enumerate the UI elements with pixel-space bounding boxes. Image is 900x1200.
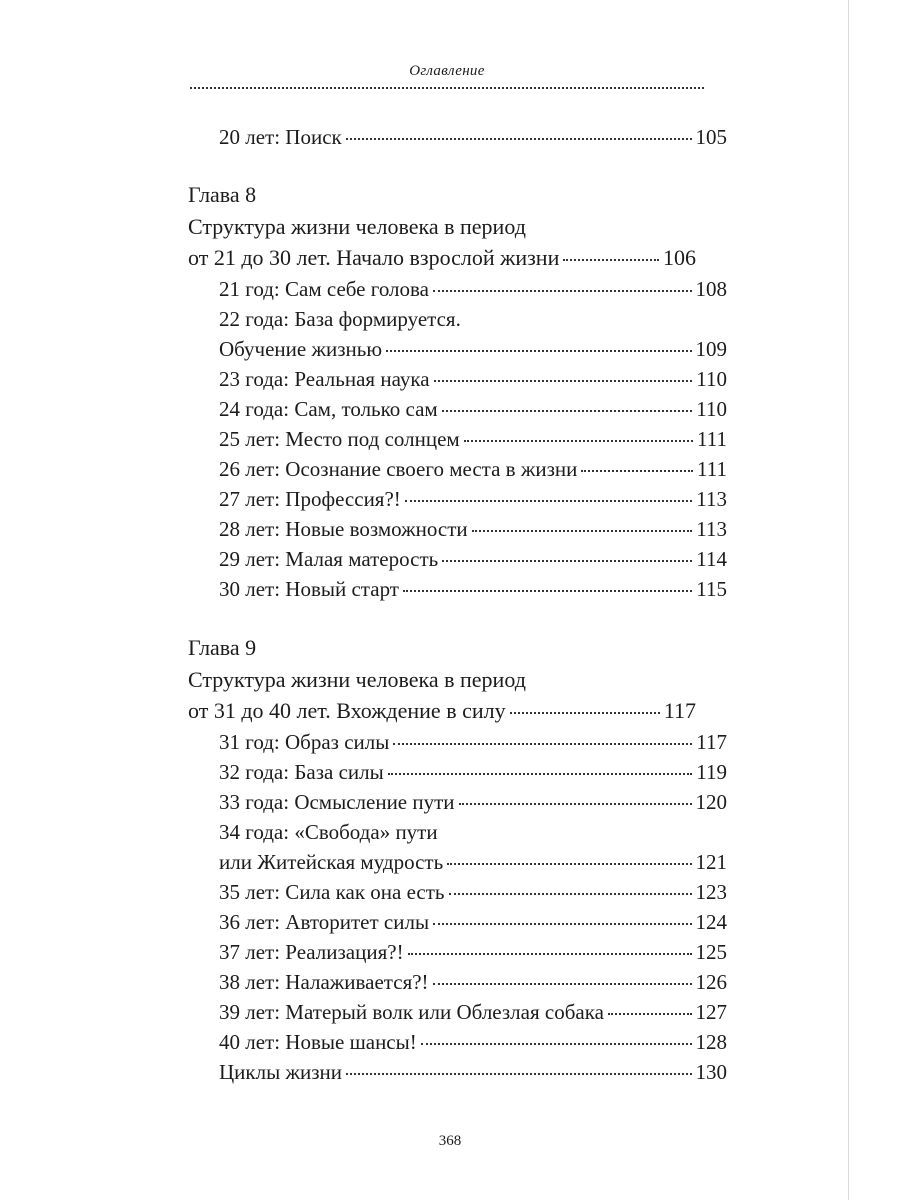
toc-chapter-entry[interactable] — [188, 696, 696, 726]
toc-entry-page: 110 — [696, 397, 727, 421]
toc-entry-title: 32 года: База силы — [219, 760, 384, 784]
page-number: 368 — [438, 1133, 462, 1149]
toc-entry[interactable] — [188, 454, 727, 484]
header-dotted-rule — [190, 87, 704, 89]
toc-entry-page: 128 — [695, 1030, 727, 1054]
toc-entry[interactable] — [188, 424, 727, 454]
toc-entry-title: или Житейская мудрость — [219, 850, 444, 874]
toc-entry-page: 117 — [696, 730, 727, 754]
toc-entry-title: 29 лет: Малая матерость — [219, 547, 439, 571]
dot-leader — [434, 380, 693, 382]
toc-entry-page: 126 — [695, 970, 727, 994]
toc-chapter-entry[interactable] — [188, 243, 696, 273]
dot-leader — [403, 590, 692, 592]
toc-entry-title: от 21 до 30 лет. Начало взрослой жизни — [188, 245, 560, 270]
dot-leader — [386, 350, 691, 352]
toc-entry-page: 114 — [696, 547, 727, 571]
dot-leader — [388, 773, 693, 775]
toc-entry-page: 130 — [695, 1060, 727, 1084]
dot-leader — [459, 803, 692, 805]
toc-entry-page: 125 — [695, 940, 727, 964]
toc-entry-title-line: 22 года: База формируется. — [219, 307, 461, 331]
toc-entry-title: 20 лет: Поиск — [219, 125, 342, 149]
toc-entry-title: 33 года: Осмысление пути — [219, 790, 455, 814]
toc-entry-title: 30 лет: Новый старт — [219, 577, 399, 601]
toc-entry-title: 27 лет: Профессия?! — [219, 487, 401, 511]
dot-leader — [442, 410, 693, 412]
toc-entry[interactable] — [188, 334, 727, 364]
chapter-subtitle: Структура жизни человека в период — [188, 667, 526, 692]
toc-entry-page: 120 — [695, 790, 727, 814]
toc-entry[interactable] — [188, 937, 727, 967]
toc-entry-page: 117 — [663, 698, 696, 723]
dot-leader — [408, 953, 692, 955]
dot-leader — [346, 1073, 692, 1075]
toc-entry-title: 24 года: Сам, только сам — [219, 397, 438, 421]
chapter-heading: Глава 8 — [188, 182, 257, 207]
toc-entry[interactable] — [188, 1027, 727, 1057]
dot-leader — [433, 923, 691, 925]
dot-leader — [449, 893, 692, 895]
toc-entry[interactable] — [188, 757, 727, 787]
toc-entry-page: 115 — [696, 577, 727, 601]
toc-entry[interactable] — [188, 847, 727, 877]
toc-entry[interactable] — [188, 364, 727, 394]
toc-entry[interactable] — [188, 787, 727, 817]
dot-leader — [393, 743, 692, 745]
toc-entry-title: Циклы жизни — [219, 1060, 342, 1084]
dot-leader — [421, 1043, 692, 1045]
page-edge — [848, 0, 849, 1200]
chapter-heading: Глава 9 — [188, 635, 257, 660]
toc-entry-page: 106 — [663, 245, 696, 270]
toc-entry[interactable] — [188, 997, 727, 1027]
toc-entry[interactable] — [188, 574, 727, 604]
toc-entry[interactable] — [188, 394, 727, 424]
toc-entry[interactable] — [188, 1057, 727, 1087]
toc-entry-page: 111 — [697, 457, 727, 481]
toc-entry-page: 109 — [695, 337, 727, 361]
dot-leader — [433, 290, 692, 292]
running-header: Оглавление — [409, 63, 485, 79]
toc-entry-title: 38 лет: Налаживается?! — [219, 970, 429, 994]
toc-entry-title: от 31 до 40 лет. Вхождение в силу — [188, 698, 506, 723]
toc-entry[interactable] — [188, 544, 727, 574]
toc-entry-page: 108 — [695, 277, 727, 301]
toc-entry-page: 124 — [695, 910, 727, 934]
toc-entry[interactable] — [188, 274, 727, 304]
dot-leader — [464, 440, 693, 442]
toc-entry-page: 127 — [695, 1000, 727, 1024]
toc-entry-title-line: 34 года: «Свобода» пути — [219, 820, 438, 844]
dot-leader — [346, 138, 692, 140]
dot-leader — [405, 500, 692, 502]
toc-entry-title: Обучение жизнью — [219, 337, 383, 361]
toc-entry-page: 111 — [697, 427, 727, 451]
toc-entry-page: 113 — [696, 487, 727, 511]
toc-entry[interactable] — [188, 727, 727, 757]
dot-leader — [433, 983, 692, 985]
toc-entry[interactable] — [188, 967, 727, 997]
toc-entry[interactable] — [188, 514, 727, 544]
toc-entry-page: 110 — [696, 367, 727, 391]
dot-leader — [563, 259, 659, 261]
dot-leader — [472, 530, 693, 532]
toc-entry-title: 37 лет: Реализация?! — [219, 940, 404, 964]
dot-leader — [442, 560, 692, 562]
toc-entry-title: 23 года: Реальная наука — [219, 367, 430, 391]
toc-entry[interactable] — [188, 484, 727, 514]
toc-entry-page: 119 — [696, 760, 727, 784]
chapter-subtitle: Структура жизни человека в период — [188, 214, 526, 239]
toc-entry[interactable] — [188, 907, 727, 937]
toc-entry-title: 28 лет: Новые возможности — [219, 517, 468, 541]
toc-entry-page: 121 — [695, 850, 727, 874]
dot-leader — [581, 470, 693, 472]
toc-entry-page: 105 — [695, 125, 727, 149]
toc-entry-title: 26 лет: Осознание своего места в жизни — [219, 457, 578, 481]
toc-entry-title: 31 год: Образ силы — [219, 730, 390, 754]
toc-entry-title: 35 лет: Сила как она есть — [219, 880, 445, 904]
toc-entry-title: 21 год: Сам себе голова — [219, 277, 429, 301]
toc-entry-title: 40 лет: Новые шансы! — [219, 1030, 417, 1054]
toc-entry-page: 113 — [696, 517, 727, 541]
dot-leader — [510, 712, 660, 714]
toc-entry-page: 123 — [695, 880, 727, 904]
toc-entry-title: 36 лет: Авторитет силы — [219, 910, 430, 934]
toc-entry[interactable] — [188, 877, 727, 907]
dot-leader — [447, 863, 691, 865]
toc-entry-title: 39 лет: Матерый волк или Облезлая собака — [219, 1000, 604, 1024]
dot-leader — [608, 1013, 692, 1015]
toc-entry[interactable] — [188, 122, 727, 152]
toc-entry-title: 25 лет: Место под солнцем — [219, 427, 460, 451]
